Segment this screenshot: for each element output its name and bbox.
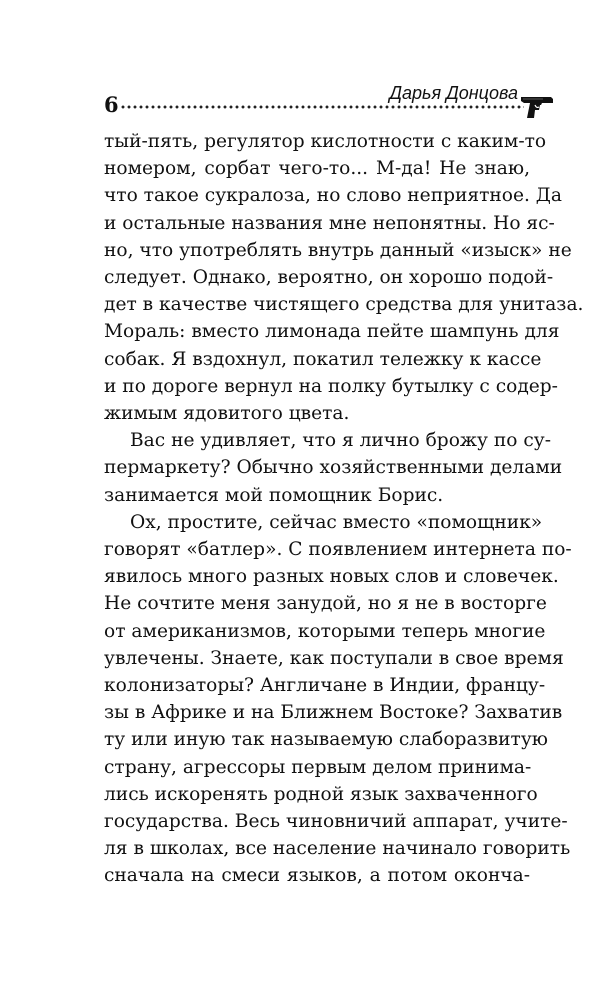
- running-head: [104, 84, 554, 124]
- text-line: говорят «батлер». С появлением интернета по-: [104, 539, 572, 561]
- text-line: жимым ядовитого цвета.: [104, 403, 350, 425]
- text-line: от американизмов, которыми теперь многие: [104, 620, 546, 642]
- text-line: тый-пять, регулятор кислотности с каким-то: [104, 131, 547, 152]
- text-line: номером, сорбат чего-то... М-да! Не знаю,: [104, 158, 530, 180]
- author-name: Дарья Донцова: [389, 83, 518, 103]
- text-line: увлечены. Знаете, как поступали в свое время: [104, 647, 564, 669]
- text-line: ля в школах, все население начинало говорить: [104, 838, 571, 860]
- paragraph-2: [104, 427, 563, 509]
- text-line: следует. Однако, вероятно, он хорошо подой-: [104, 267, 554, 289]
- text-line: что такое сукралоза, но слово неприятное. Да: [104, 185, 563, 207]
- text-line: и остальные названия мне непонятны. Но яс-: [104, 212, 555, 234]
- text-line: Ох, простите, сейчас вместо «помощник»: [130, 511, 543, 533]
- paragraph-3: [104, 509, 572, 890]
- text-line: явилось много разных новых слов и словечек.: [104, 566, 559, 588]
- paragraph-1: [104, 128, 584, 427]
- page-number: 6: [104, 92, 119, 117]
- text-line: дет в качестве чистящего средства для унитаза.: [104, 294, 584, 316]
- text-line: государства. Весь чиновничий аппарат, учите-: [104, 811, 568, 833]
- text-line: сначала на смеси языков, а потом оконча-: [104, 865, 530, 887]
- body-text: [104, 128, 584, 890]
- text-line: занимается мой помощник Борис.: [104, 484, 444, 506]
- text-line: лись искоренять родной язык захваченного: [104, 783, 538, 805]
- text-line: ту или иную так называемую слаборазвитую: [104, 729, 548, 751]
- text-line: Мораль: вместо лимонада пейте шампунь для: [104, 321, 560, 343]
- text-line: колонизаторы? Англичане в Индии, францу-: [104, 675, 546, 697]
- text-line: Не сочтите меня занудой, но я не в восторге: [104, 593, 547, 615]
- text-line: собак. Я вздохнул, покатил тележку к кассе: [104, 348, 542, 370]
- text-line: но, что употреблять внутрь данный «изыск» не: [104, 239, 572, 261]
- text-line: пермаркету? Обычно хозяйственными делами: [104, 457, 563, 479]
- text-line: страну, агрессоры первым делом принима-: [104, 756, 532, 778]
- dot-leader: [120, 104, 524, 110]
- text-line: Вас не удивляет, что я лично брожу по су-: [130, 430, 551, 452]
- text-line: зы в Африке и на Ближнем Востоке? Захватив: [104, 702, 563, 724]
- pistol-icon: [520, 94, 554, 120]
- text-line: и по дороге вернул на полку бутылку с содер-: [104, 375, 558, 397]
